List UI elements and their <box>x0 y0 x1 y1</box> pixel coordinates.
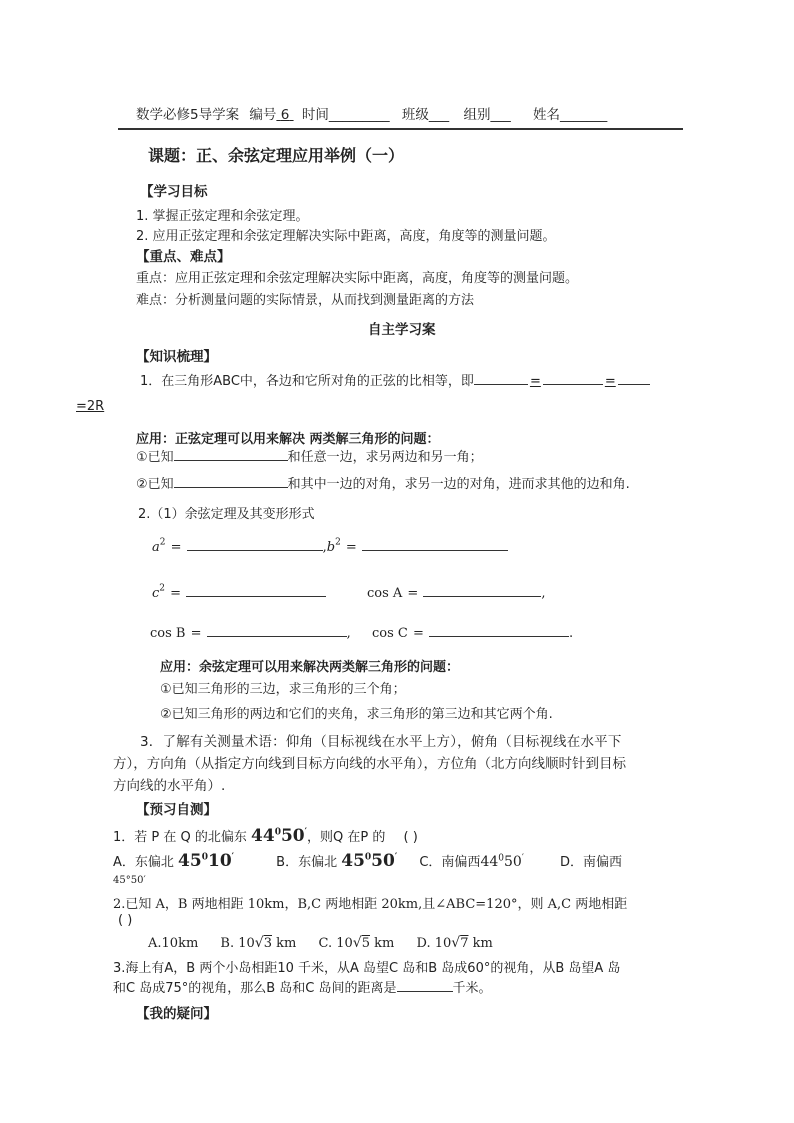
q1-prefix: 1．若 P 在 Q 的北偏东 <box>113 830 247 845</box>
blank <box>186 584 326 597</box>
app1-b-prefix: ②已知 <box>136 477 174 492</box>
goal-item: 2. 应用正弦定理和余弦定理解决实际中距离，高度，角度等的测量问题。 <box>136 229 556 244</box>
q3-prefix: 和C 岛成75°的视角，那么B 岛和C 岛间的距离是 <box>113 981 397 996</box>
q3-line1: 3.海上有A，B 两个小岛相距10 千米，从A 岛望C 岛和B 岛成60°的视角，从B 岛望A 岛 <box>113 961 621 976</box>
q1-angle: $44^050'$ <box>251 826 307 846</box>
blank <box>397 979 453 992</box>
header-rule <box>118 128 683 130</box>
name-label: 姓名 <box>533 107 561 123</box>
q2-option-a: A.10km <box>148 936 199 951</box>
q1-options <box>113 851 622 871</box>
q2-line1: 2.已知 A，B 两地相距 10km，B,C 两地相距 20km,且∠ABC=120°，则 A,C 两地相距 <box>113 897 628 912</box>
q1-option-d-cont: 45°50′ <box>113 875 146 886</box>
q1-suffix: ，则Q 在P 的 <box>307 830 386 845</box>
time-label: 时间 <box>301 107 329 123</box>
blank <box>207 624 347 637</box>
q2-options <box>148 935 493 951</box>
section-title: 自主学习案 <box>368 322 436 338</box>
eq-cosB: cos B = , <box>150 626 351 641</box>
app1-b-suffix: 和其中一边的对角，求另一边的对角，进而求其他的边和角. <box>287 477 630 492</box>
eq-sign: = <box>604 374 616 389</box>
q1-option-b: B．东偏北 $45^050'$ <box>276 851 398 871</box>
q2-option-b: B. 10√3 km <box>220 935 297 951</box>
app2-heading: 应用：余弦定理可以用来解决两类解三角形的问题： <box>160 660 460 675</box>
blank <box>543 372 603 385</box>
key-heading: 【重点、难点】 <box>136 249 231 265</box>
q2-paren: ( ) <box>118 913 133 928</box>
app1-a-suffix: 和任意一边，求另两边和另一角； <box>287 450 483 465</box>
doc-header <box>136 103 607 123</box>
name-blank: _______ <box>560 107 608 123</box>
eq-a2: $a^2 = ,b^2$ = <box>152 536 508 555</box>
knowledge-item-1 <box>140 370 650 389</box>
class-label: 班级 <box>401 107 429 123</box>
class-blank: ___ <box>428 107 450 123</box>
item2-heading: 2.（1）余弦定理及其变形形式 <box>138 507 315 522</box>
app2-b: ②已知三角形的两边和它们的夹角，求三角形的第三边和其它两个角. <box>160 707 553 722</box>
group-label: 组别 <box>463 107 491 123</box>
item1-suffix: =2R <box>76 399 105 414</box>
blank <box>474 372 528 385</box>
page-title: 课题：正、余弦定理应用举例（一） <box>148 146 405 165</box>
blank <box>429 624 569 637</box>
q1-option-a: A．东偏北 $45^010'$ <box>113 851 235 871</box>
eq-cosA: cos A = , <box>367 586 546 601</box>
blank <box>174 448 288 461</box>
app1-a <box>136 446 483 465</box>
blank <box>187 538 323 551</box>
q3-suffix: 千米。 <box>452 981 492 996</box>
app1-b <box>136 473 630 492</box>
q1 <box>113 826 418 846</box>
q3-line2 <box>113 977 492 996</box>
blank <box>362 538 508 551</box>
goal-item: 1. 掌握正弦定理和余弦定理。 <box>136 209 309 224</box>
time-blank: _________ <box>328 107 390 123</box>
key-point: 重点：应用正弦定理和余弦定理解决实际中距离，高度，角度等的测量问题。 <box>136 271 579 286</box>
q1-option-c: C．南偏西$44^050'$ <box>419 853 524 870</box>
q2-option-c: C. 10√5 km <box>318 935 395 951</box>
eq-sign: = <box>529 374 541 389</box>
difficulty-point: 难点：分析测量问题的实际情景，从而找到测量距离的方法 <box>136 293 475 308</box>
eq-c2: $c^2$ = <box>152 582 326 601</box>
item1-text: 1．在三角形ABC中，各边和它所对角的正弦的比相等，即 <box>140 374 474 389</box>
blank <box>423 584 541 597</box>
app2-a: ①已知三角形的三边，求三角形的三个角； <box>160 682 406 697</box>
blank <box>174 475 288 488</box>
group-blank: ___ <box>490 107 511 123</box>
app1-a-prefix: ①已知 <box>136 450 174 465</box>
pretest-heading: 【预习自测】 <box>136 802 217 818</box>
number-label: 编号 <box>249 107 277 123</box>
item3-line: 方向线的水平角）. <box>113 778 226 794</box>
blank <box>618 372 650 385</box>
eq-cosC: cos C = . <box>372 626 574 641</box>
questions-heading: 【我的疑问】 <box>136 1006 217 1022</box>
course-name: 数学必修5导学案 <box>136 107 240 123</box>
item3-line: 3．了解有关测量术语：仰角（目标视线在水平上方），俯角（目标视线在水平下 <box>140 734 622 750</box>
app1-heading: 应用：正弦定理可以用来解决 两类解三角形的问题： <box>136 432 440 447</box>
number-value: 6 <box>280 107 290 123</box>
knowledge-heading: 【知识梳理】 <box>136 349 217 365</box>
goals-heading: 【学习目标 <box>140 184 208 200</box>
q1-paren: ( ) <box>403 830 418 845</box>
q2-option-d: D. 10√7 km <box>416 935 493 951</box>
item3-line: 方），方向角（从指定方向线到目标方向线的水平角），方位角（北方向线顺时针到目标 <box>113 756 626 772</box>
q1-option-d: D．南偏西 <box>560 855 623 870</box>
